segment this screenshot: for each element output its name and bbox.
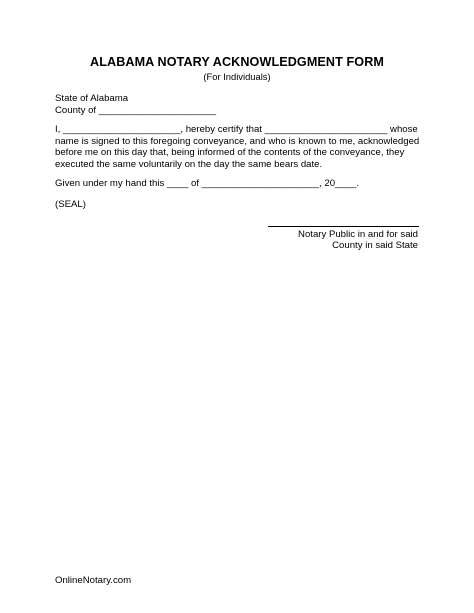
seal-label: (SEAL) bbox=[55, 199, 86, 210]
body-line-2: name is signed to this foregoing conveyance, and who is known to me, acknowledged bbox=[55, 136, 420, 147]
notary-title-line-1: Notary Public in and for said bbox=[298, 229, 418, 240]
body-line-4: executed the same voluntarily on the day the same bears date. bbox=[55, 159, 323, 170]
notary-signature-line bbox=[268, 226, 419, 227]
body-line-3: before me on this day that, being informed of the contents of the conveyance, they bbox=[55, 147, 405, 158]
notary-title-line-2: County in said State bbox=[332, 240, 418, 251]
form-subtitle: (For Individuals) bbox=[203, 71, 271, 82]
state-line: State of Alabama bbox=[55, 93, 129, 104]
footer-brand: OnlineNotary.com bbox=[55, 575, 132, 586]
form-title: ALABAMA NOTARY ACKNOWLEDGMENT FORM bbox=[90, 55, 384, 69]
body-line-1: I, ______________________, hereby certify that _______________________ whose bbox=[55, 124, 418, 135]
given-under-hand-line: Given under my hand this ____ of ______________________, 20____. bbox=[55, 178, 360, 189]
county-line: County of ______________________ bbox=[55, 105, 217, 116]
